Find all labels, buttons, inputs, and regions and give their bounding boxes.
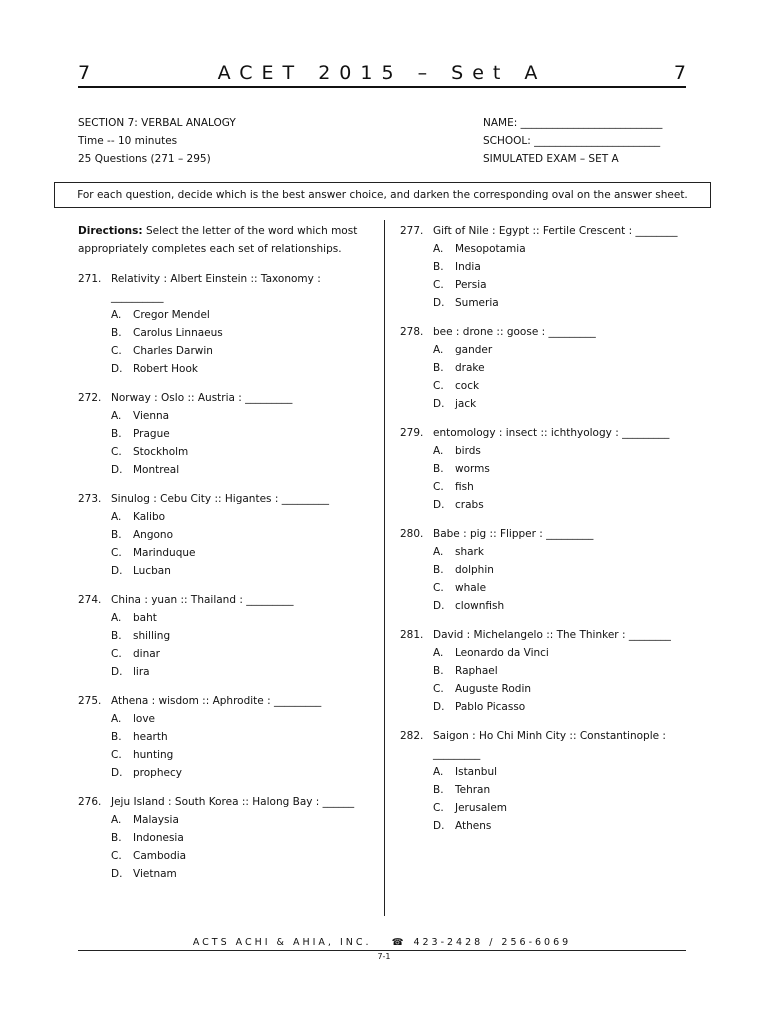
option-text: Auguste Rodin bbox=[455, 683, 532, 695]
answer-option bbox=[78, 609, 373, 627]
question-text: Norway : Oslo :: Austria : _________ bbox=[111, 392, 293, 404]
answer-option bbox=[78, 746, 373, 764]
option-letter: C. bbox=[433, 380, 444, 392]
option-text: India bbox=[455, 261, 481, 273]
option-text: Lucban bbox=[133, 565, 171, 577]
question-stem bbox=[400, 323, 700, 341]
answer-option bbox=[400, 543, 700, 561]
answer-option bbox=[400, 781, 700, 799]
option-letter: B. bbox=[111, 731, 122, 743]
option-letter: C. bbox=[111, 345, 122, 357]
question-277 bbox=[400, 222, 700, 312]
answer-option bbox=[400, 395, 700, 413]
answer-option bbox=[400, 597, 700, 615]
answer-option bbox=[400, 496, 700, 514]
question-text: Jeju Island : South Korea :: Halong Bay : ______ bbox=[111, 796, 355, 808]
option-text: dolphin bbox=[455, 564, 494, 576]
option-letter: A. bbox=[433, 344, 444, 356]
option-letter: D. bbox=[111, 868, 123, 880]
option-text: drake bbox=[455, 362, 485, 374]
question-number: 273. bbox=[78, 493, 102, 505]
option-text: Kalibo bbox=[133, 511, 166, 523]
answer-option bbox=[78, 360, 373, 378]
answer-option bbox=[400, 478, 700, 496]
option-text: hearth bbox=[133, 731, 168, 743]
question-text: Saigon : Ho Chi Minh City :: Constantinople : _________ bbox=[433, 730, 666, 760]
option-letter: C. bbox=[433, 279, 444, 291]
option-text: cock bbox=[455, 380, 480, 392]
question-278 bbox=[400, 323, 700, 413]
answer-option bbox=[400, 644, 700, 662]
option-text: Prague bbox=[133, 428, 170, 440]
option-text: Sumeria bbox=[455, 297, 499, 309]
question-text: David : Michelangelo :: The Thinker : ________ bbox=[433, 629, 671, 641]
option-letter: B. bbox=[433, 261, 444, 273]
option-letter: B. bbox=[111, 630, 122, 642]
directions bbox=[78, 222, 373, 258]
phone-numbers: 423-2428 / 256-6069 bbox=[413, 937, 572, 948]
option-letter: C. bbox=[433, 683, 444, 695]
option-letter: D. bbox=[433, 499, 445, 511]
option-letter: C. bbox=[433, 481, 444, 493]
question-stem bbox=[78, 692, 373, 710]
option-letter: D. bbox=[433, 701, 445, 713]
left-column bbox=[78, 222, 373, 894]
option-text: prophecy bbox=[133, 767, 182, 779]
answer-option bbox=[78, 627, 373, 645]
answer-option bbox=[400, 359, 700, 377]
answer-option bbox=[78, 562, 373, 580]
question-number: 278. bbox=[400, 326, 424, 338]
answer-option bbox=[78, 847, 373, 865]
answer-option bbox=[400, 460, 700, 478]
option-text: Montreal bbox=[133, 464, 180, 476]
page-header bbox=[78, 60, 686, 88]
section-info bbox=[78, 114, 236, 168]
question-text: bee : drone :: goose : _________ bbox=[433, 326, 596, 338]
answer-option bbox=[400, 561, 700, 579]
answer-option bbox=[78, 342, 373, 360]
option-letter: C. bbox=[111, 648, 122, 660]
option-text: lira bbox=[133, 666, 150, 678]
option-text: Stockholm bbox=[133, 446, 189, 458]
directions-text: Select the letter of the word which most appropriately completes each set of relationships. bbox=[78, 225, 358, 255]
school-field: SCHOOL: ________________________ bbox=[483, 135, 661, 147]
option-text: Istanbul bbox=[455, 766, 498, 778]
option-letter: D. bbox=[433, 398, 445, 410]
question-number: 281. bbox=[400, 629, 424, 641]
answer-option bbox=[400, 817, 700, 835]
option-letter: D. bbox=[433, 820, 445, 832]
answer-option bbox=[400, 698, 700, 716]
answer-option bbox=[400, 680, 700, 698]
answer-option bbox=[400, 763, 700, 781]
answer-option bbox=[78, 728, 373, 746]
answer-option bbox=[78, 324, 373, 342]
answer-option bbox=[78, 526, 373, 544]
option-letter: C. bbox=[433, 582, 444, 594]
question-stem bbox=[400, 727, 700, 763]
question-281 bbox=[400, 626, 700, 716]
option-letter: A. bbox=[111, 814, 122, 826]
option-letter: A. bbox=[433, 546, 444, 558]
answer-option bbox=[400, 662, 700, 680]
answer-option bbox=[400, 799, 700, 817]
section-number-right: 7 bbox=[673, 62, 686, 84]
question-stem bbox=[78, 389, 373, 407]
question-number: 274. bbox=[78, 594, 102, 606]
question-text: entomology : insect :: ichthyology : _________ bbox=[433, 427, 670, 439]
question-stem bbox=[78, 591, 373, 609]
option-letter: C. bbox=[111, 850, 122, 862]
option-letter: C. bbox=[111, 749, 122, 761]
option-text: jack bbox=[455, 398, 477, 410]
option-text: Vietnam bbox=[133, 868, 177, 880]
option-text: Marinduque bbox=[133, 547, 196, 559]
option-text: Leonardo da Vinci bbox=[455, 647, 549, 659]
question-276 bbox=[78, 793, 373, 883]
answer-option bbox=[78, 710, 373, 728]
question-stem bbox=[400, 222, 700, 240]
question-number: 276. bbox=[78, 796, 102, 808]
option-text: gander bbox=[455, 344, 493, 356]
option-letter: B. bbox=[111, 529, 122, 541]
answer-option bbox=[400, 341, 700, 359]
question-271 bbox=[78, 270, 373, 378]
answer-option bbox=[78, 865, 373, 883]
answer-option bbox=[400, 258, 700, 276]
question-273 bbox=[78, 490, 373, 580]
option-text: Robert Hook bbox=[133, 363, 198, 375]
question-stem bbox=[78, 793, 373, 811]
option-text: Indonesia bbox=[133, 832, 184, 844]
right-column bbox=[400, 222, 700, 846]
page-number: 7-1 bbox=[377, 952, 391, 961]
student-info bbox=[483, 114, 662, 168]
option-text: birds bbox=[455, 445, 481, 457]
question-stem bbox=[400, 626, 700, 644]
question-number: 271. bbox=[78, 273, 102, 285]
telephone-icon: ☎ bbox=[391, 937, 404, 948]
option-letter: A. bbox=[433, 243, 444, 255]
question-count: 25 Questions (271 – 295) bbox=[78, 153, 211, 165]
option-text: worms bbox=[455, 463, 490, 475]
question-text: Athena : wisdom :: Aphrodite : _________ bbox=[111, 695, 322, 707]
directions-label: Directions: bbox=[78, 225, 143, 237]
option-text: Tehran bbox=[455, 784, 491, 796]
option-letter: D. bbox=[433, 297, 445, 309]
option-text: love bbox=[133, 713, 156, 725]
option-letter: D. bbox=[111, 363, 123, 375]
option-letter: D. bbox=[111, 666, 123, 678]
option-letter: C. bbox=[111, 446, 122, 458]
option-text: Charles Darwin bbox=[133, 345, 213, 357]
question-number: 282. bbox=[400, 730, 424, 742]
question-text: Babe : pig :: Flipper : _________ bbox=[433, 528, 594, 540]
answer-option bbox=[78, 461, 373, 479]
option-text: Persia bbox=[455, 279, 487, 291]
question-stem bbox=[400, 424, 700, 442]
option-text: Carolus Linnaeus bbox=[133, 327, 223, 339]
question-279 bbox=[400, 424, 700, 514]
exam-label: SIMULATED EXAM – SET A bbox=[483, 153, 619, 165]
option-text: Vienna bbox=[133, 410, 170, 422]
answer-option bbox=[78, 811, 373, 829]
answer-option bbox=[400, 377, 700, 395]
option-text: baht bbox=[133, 612, 157, 624]
answer-option bbox=[78, 443, 373, 461]
question-number: 280. bbox=[400, 528, 424, 540]
answer-option bbox=[400, 442, 700, 460]
answer-option bbox=[400, 579, 700, 597]
option-text: shark bbox=[455, 546, 484, 558]
option-text: fish bbox=[455, 481, 474, 493]
answer-option bbox=[78, 425, 373, 443]
section-number-left: 7 bbox=[78, 62, 91, 84]
answer-option bbox=[78, 508, 373, 526]
question-stem bbox=[400, 525, 700, 543]
option-letter: B. bbox=[433, 463, 444, 475]
answer-option bbox=[78, 829, 373, 847]
question-text: Relativity : Albert Einstein :: Taxonomy : __________ bbox=[111, 273, 321, 303]
answer-option bbox=[78, 663, 373, 681]
option-text: Raphael bbox=[455, 665, 498, 677]
option-text: Mesopotamia bbox=[455, 243, 526, 255]
option-letter: B. bbox=[433, 665, 444, 677]
answer-option bbox=[78, 544, 373, 562]
option-text: hunting bbox=[133, 749, 174, 761]
option-letter: D. bbox=[111, 565, 123, 577]
answer-option bbox=[400, 240, 700, 258]
question-text: China : yuan :: Thailand : _________ bbox=[111, 594, 294, 606]
instruction-box: For each question, decide which is the best answer choice, and darken the corresponding oval on the answer sheet. bbox=[54, 182, 711, 208]
option-text: Pablo Picasso bbox=[455, 701, 526, 713]
question-275 bbox=[78, 692, 373, 782]
option-text: Angono bbox=[133, 529, 174, 541]
option-letter: B. bbox=[433, 784, 444, 796]
option-text: clownfish bbox=[455, 600, 505, 612]
option-letter: D. bbox=[111, 464, 123, 476]
answer-option bbox=[78, 306, 373, 324]
option-letter: C. bbox=[111, 547, 122, 559]
question-274 bbox=[78, 591, 373, 681]
option-letter: A. bbox=[433, 766, 444, 778]
option-text: Cregor Mendel bbox=[133, 309, 210, 321]
column-divider bbox=[384, 220, 385, 916]
option-letter: A. bbox=[111, 612, 122, 624]
answer-option bbox=[400, 276, 700, 294]
answer-option bbox=[78, 764, 373, 782]
option-text: whale bbox=[455, 582, 487, 594]
question-number: 277. bbox=[400, 225, 424, 237]
footer bbox=[78, 937, 686, 948]
question-stem bbox=[78, 270, 373, 306]
option-letter: D. bbox=[111, 767, 123, 779]
section-name: SECTION 7: VERBAL ANALOGY bbox=[78, 117, 236, 129]
option-text: Jerusalem bbox=[455, 802, 508, 814]
option-text: shilling bbox=[133, 630, 171, 642]
option-letter: A. bbox=[111, 410, 122, 422]
option-text: Athens bbox=[455, 820, 492, 832]
answer-option bbox=[78, 645, 373, 663]
question-number: 275. bbox=[78, 695, 102, 707]
option-letter: C. bbox=[433, 802, 444, 814]
question-280 bbox=[400, 525, 700, 615]
name-field: NAME: ___________________________ bbox=[483, 117, 663, 129]
question-text: Gift of Nile : Egypt :: Fertile Crescent : ________ bbox=[433, 225, 678, 237]
question-272 bbox=[78, 389, 373, 479]
question-282 bbox=[400, 727, 700, 835]
answer-option bbox=[78, 407, 373, 425]
question-stem bbox=[78, 490, 373, 508]
question-text: Sinulog : Cebu City :: Higantes : _________ bbox=[111, 493, 329, 505]
exam-title: ACET 2015 – Set A bbox=[217, 62, 547, 84]
option-letter: B. bbox=[111, 832, 122, 844]
option-letter: D. bbox=[433, 600, 445, 612]
footer-rule bbox=[78, 950, 686, 951]
option-letter: A. bbox=[111, 309, 122, 321]
option-letter: A. bbox=[433, 647, 444, 659]
option-letter: B. bbox=[111, 428, 122, 440]
option-letter: A. bbox=[433, 445, 444, 457]
option-text: dinar bbox=[133, 648, 160, 660]
question-number: 272. bbox=[78, 392, 102, 404]
option-letter: B. bbox=[111, 327, 122, 339]
option-letter: A. bbox=[111, 713, 122, 725]
option-text: Cambodia bbox=[133, 850, 187, 862]
answer-option bbox=[400, 294, 700, 312]
time-limit: Time -- 10 minutes bbox=[78, 135, 178, 147]
option-letter: B. bbox=[433, 564, 444, 576]
question-number: 279. bbox=[400, 427, 424, 439]
company-name: ACTS ACHI & AHIA, INC. bbox=[192, 937, 372, 948]
option-text: Malaysia bbox=[133, 814, 179, 826]
option-text: crabs bbox=[455, 499, 484, 511]
option-letter: A. bbox=[111, 511, 122, 523]
option-letter: B. bbox=[433, 362, 444, 374]
